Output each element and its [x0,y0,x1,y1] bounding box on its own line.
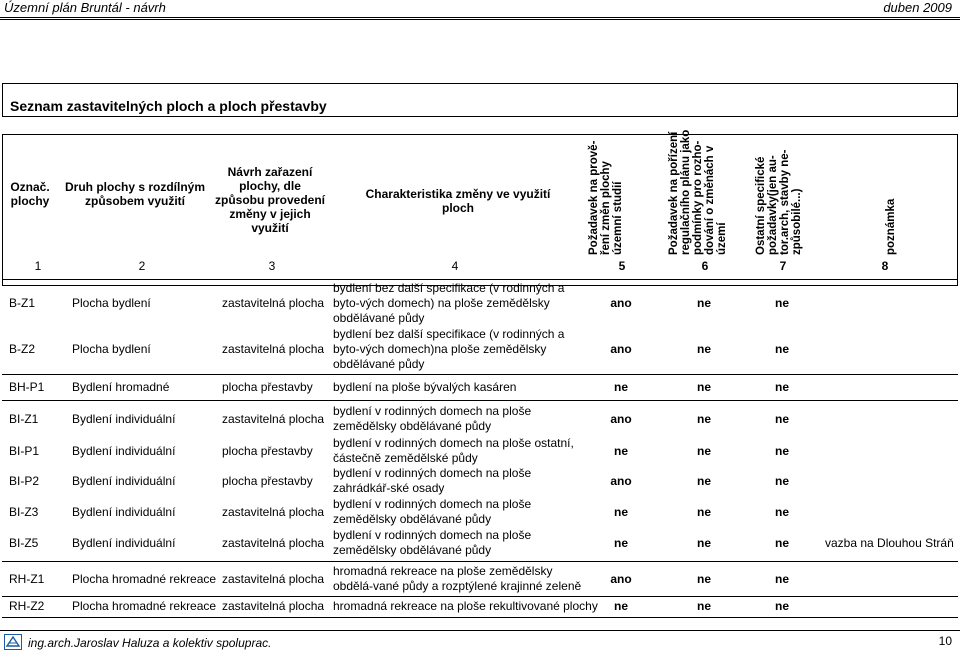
row-c6: ne [696,599,711,613]
table-row [0,528,960,560]
row-code: BI-P1 [9,444,40,458]
col-header-druh: Druh plochy s rozdílným způsobem využití [65,180,206,208]
row-charakteristika: bydlení v rodinných domech na ploše ostatní, částečně zemědělské půdy [333,436,574,465]
row-code: BI-P2 [9,474,40,488]
row-code: B-Z1 [9,296,36,310]
row-navrh: plocha přestavby [222,380,313,394]
row-charakteristika: bydlení v rodinných domech na ploše zahrádkář-ské osady [333,466,532,495]
row-charakteristika: bydlení v rodinných domech na ploše zemědělsky obdělávané půdy [333,404,532,433]
row-charakteristika: bydlení na ploše bývalých kasáren [333,380,517,394]
row-c6: ne [696,474,711,488]
col-number: 8 [881,259,889,273]
section-title: Seznam zastavitelných ploch a ploch přestavby [10,98,327,114]
table-row [0,281,960,326]
row-navrh: zastavitelná plocha [222,342,325,356]
row-code: BI-Z1 [9,412,39,426]
row-note: vazba na Dlouhou Stráň [825,536,954,550]
row-c6: ne [696,342,711,356]
table-row [0,564,960,596]
col-header-poznamka: poznámka [885,198,897,255]
document-date: duben 2009 [883,0,952,15]
document-title: Územní plán Bruntál - návrh [4,0,166,15]
row-c6: ne [696,380,711,394]
row-druh: Bydlení individuální [72,505,176,519]
col-header-charakteristika: Charakteristika změny ve využití ploch [365,187,551,215]
row-c6: ne [696,444,711,458]
header-divider [0,17,960,20]
table-divider [2,400,958,401]
row-c5: ne [613,536,628,550]
row-code: BI-Z5 [9,536,39,550]
row-druh: Plocha hromadné rekreace [72,599,217,613]
table-row [0,466,960,498]
table-row [0,380,960,398]
row-c7: ne [774,380,789,394]
col-number: 4 [451,259,459,273]
row-c7: ne [774,572,789,586]
table-divider [2,561,958,562]
row-c5: ne [613,599,628,613]
col-header-pozadavek-studie: Požadavek na prově- ření změn plochy územní studií [588,140,624,255]
row-charakteristika: bydlení bez další specifikace (v rodinných a byto-vých domech) na ploše zemědělsky obdělávané půdy [333,281,565,325]
page-number: 10 [938,634,952,648]
column-numbers [0,259,960,277]
col-number: 6 [701,259,709,273]
col-number: 2 [138,259,146,273]
table-divider [2,374,958,375]
row-c6: ne [696,572,711,586]
row-code: RH-Z1 [9,572,45,586]
section-title-box [2,83,958,117]
row-druh: Bydlení hromadné [72,380,170,394]
row-navrh: zastavitelná plocha [222,296,325,310]
col-header-pozadavek-regulacni: Požadavek na pořízení regulačního plánu jako podmínky pro rozho- dování o změnách v území [668,129,728,255]
table-row [0,497,960,529]
footer-author: ing.arch.Jaroslav Haluza a kolektiv spoluprac. [28,636,272,650]
row-c5: ano [610,342,632,356]
row-c5: ano [610,412,632,426]
row-c6: ne [696,412,711,426]
row-c5: ano [610,296,632,310]
col-number: 5 [618,259,626,273]
table-row [0,599,960,617]
col-number: 7 [779,259,787,273]
row-code: BI-Z3 [9,505,39,519]
row-druh: Bydlení individuální [72,412,176,426]
row-c6: ne [696,505,711,519]
row-c7: ne [774,505,789,519]
table-divider [2,596,958,597]
row-c7: ne [774,412,789,426]
row-navrh: zastavitelná plocha [222,599,325,613]
row-code: RH-Z2 [9,599,45,613]
row-c5: ne [613,505,628,519]
row-c7: ne [774,444,789,458]
row-c6: ne [696,536,711,550]
table-row [0,436,960,468]
table-divider [2,617,958,618]
table-divider [2,279,958,280]
row-navrh: zastavitelná plocha [222,505,325,519]
row-navrh: plocha přestavby [222,444,313,458]
row-c7: ne [774,342,789,356]
footer-divider [0,630,960,631]
row-navrh: plocha přestavby [222,474,313,488]
row-c5: ne [613,444,628,458]
row-c7: ne [774,474,789,488]
row-druh: Plocha bydlení [72,296,151,310]
col-number: 3 [268,259,276,273]
row-druh: Bydlení individuální [72,536,176,550]
row-c7: ne [774,536,789,550]
row-druh: Plocha bydlení [72,342,151,356]
architect-logo-icon [4,634,22,650]
row-c7: ne [774,296,789,310]
row-c7: ne [774,599,789,613]
row-c6: ne [696,296,711,310]
row-charakteristika: bydlení v rodinných domech na ploše zemědělsky obdělávané půdy [333,528,532,557]
row-code: BH-P1 [9,380,45,394]
row-navrh: zastavitelná plocha [222,572,325,586]
row-navrh: zastavitelná plocha [222,412,325,426]
col-header-navrh: Návrh zařazení plochy, dle způsobu provedení změny v jejich využití [215,165,326,235]
row-charakteristika: bydlení bez další specifikace (v rodinných a byto-vých domech)na ploše zemědělsky obdělávané půdy [333,327,565,371]
row-druh: Bydlení individuální [72,444,176,458]
row-charakteristika: hromadná rekreace na ploše zemědělsky obdělá-vané půdy a rozptýlené krajinné zeleně [333,564,582,593]
col-number: 1 [34,259,42,273]
row-druh: Bydlení individuální [72,474,176,488]
row-c5: ne [613,380,628,394]
row-charakteristika: hromadná rekreace na ploše rekultivované plochy [333,599,598,613]
table-row [0,404,960,436]
row-navrh: zastavitelná plocha [222,536,325,550]
row-c5: ano [610,572,632,586]
row-code: B-Z2 [9,342,36,356]
col-header-oznac: Označ. plochy [10,180,50,208]
col-header-ostatni: Ostatní specifické požadavky(jen au- tor.arch, stavby ne- způsobilé...) [755,149,803,255]
table-row [0,327,960,372]
row-druh: Plocha hromadné rekreace [72,572,217,586]
row-charakteristika: bydlení v rodinných domech na ploše zemědělsky obdělávané půdy [333,497,532,526]
row-c5: ano [610,474,632,488]
